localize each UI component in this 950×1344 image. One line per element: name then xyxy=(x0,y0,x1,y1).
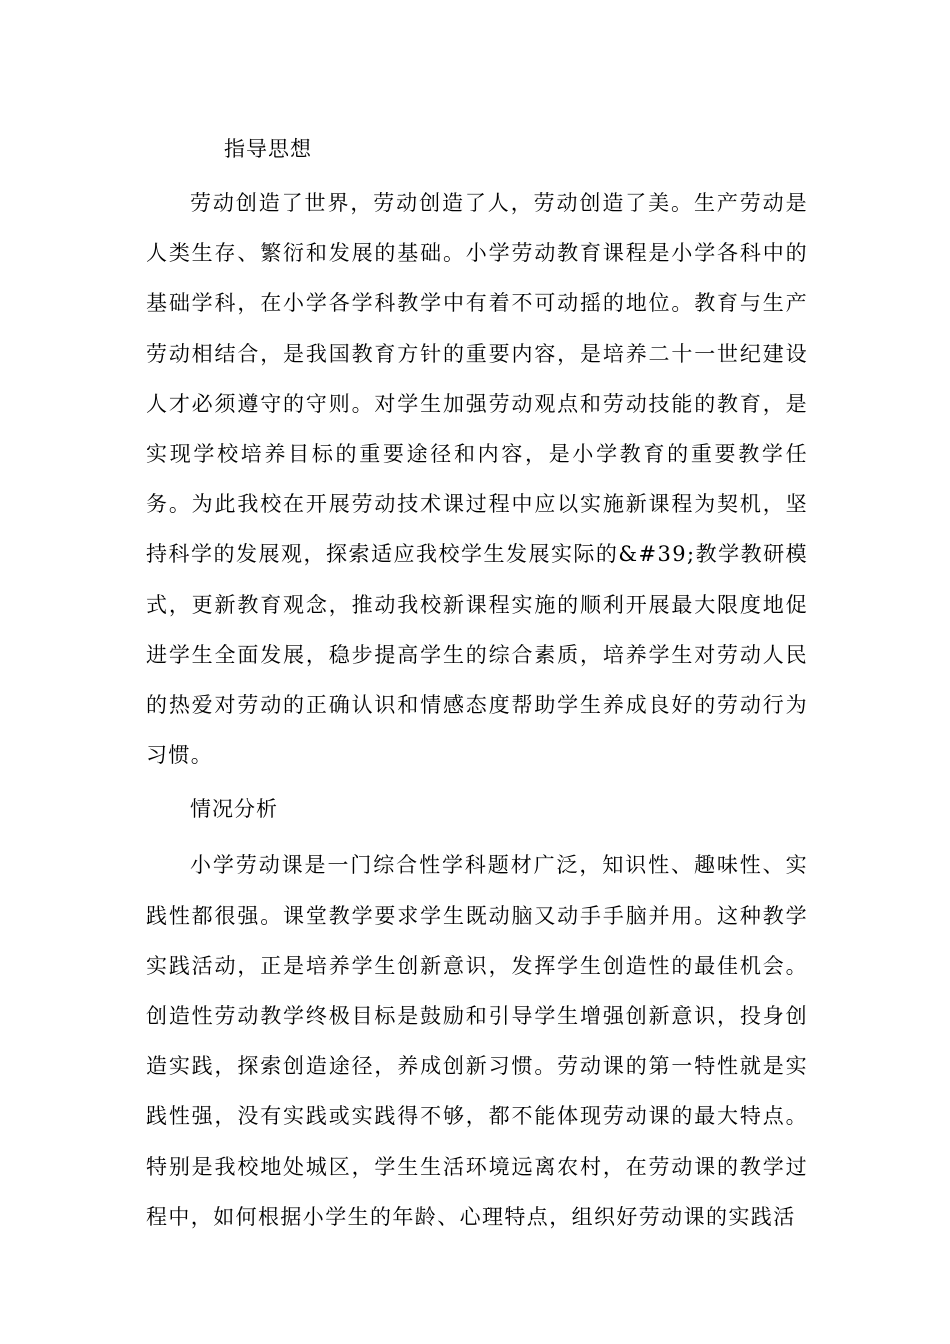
section-body-situation-analysis: 小学劳动课是一门综合性学科题材广泛，知识性、趣味性、实践性都很强。课堂教学要求学生既动脑又动手手脑并用。这种教学实践活动，正是培养学生创新意识，发挥学生创造性的最佳机会。创造性劳动教学终极目标是鼓励和引导学生增强创新意识，投身创造实践，探索创造途径，养成创新习惯。劳动课的第一特性就是实践性强，没有实践或实践得不够，都不能体现劳动课的最大特点。特别是我校地处城区，学生生活环境远离农村，在劳动课的教学过程中，如何根据小学生的年龄、心理特点，组织好劳动课的实践活 xyxy=(146,853,808,1229)
section-heading-guiding-ideology: 指导思想 xyxy=(224,137,312,161)
section-heading-situation-analysis: 情况分析 xyxy=(190,797,278,822)
document-page xyxy=(146,131,808,1242)
section-body-guiding-ideology: 劳动创造了世界，劳动创造了人，劳动创造了美。生产劳动是人类生存、繁衍和发展的基础。小学劳动教育课程是小学各科中的基础学科，在小学各学科教学中有着不可动摇的地位。教育与生产劳动相结合，是我国教育方针的重要内容，是培养二十一世纪建设人才必须遵守的守则。对学生加强劳动观点和劳动技能的教育，是实现学校培养目标的重要途径和内容，是小学教育的重要教学任务。为此我校在开展劳动技术课过程中应以实施新课程为契机，坚持科学的发展观，探索适应我校学生发展实际的&#39;教学教研模式，更新教育观念，推动我校新课程实施的顺利开展最大限度地促进学生全面发展，稳步提高学生的综合素质，培养学生对劳动人民的热爱对劳动的正确认识和情感态度帮助学生养成良好的劳动行为习惯。 xyxy=(146,191,808,768)
